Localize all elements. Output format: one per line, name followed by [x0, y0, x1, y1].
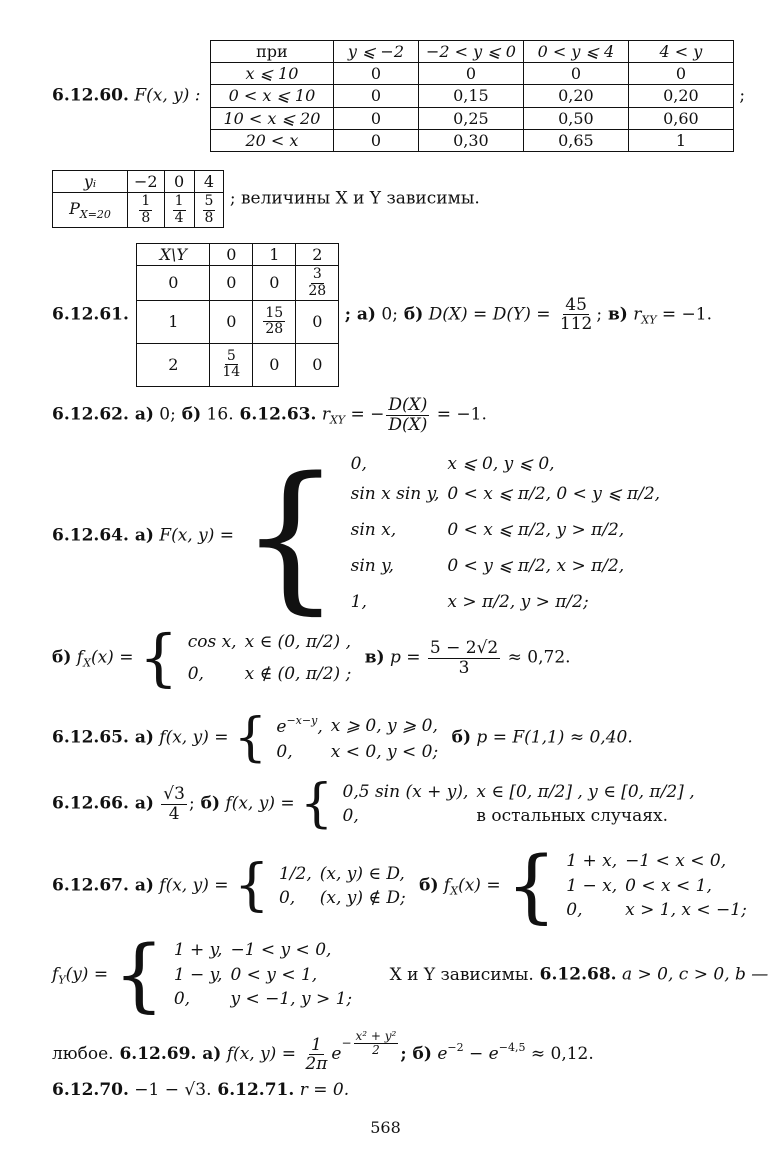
part-a-label: а): [196, 1044, 222, 1065]
fraction: [139, 194, 152, 226]
answer-label: 6.12.61.: [52, 304, 129, 325]
left-brace: {: [138, 621, 179, 694]
fraction: [203, 194, 216, 226]
table-cell: 0,50: [523, 107, 628, 129]
denominator: 2: [372, 1043, 380, 1058]
punctuation: ;: [739, 85, 746, 106]
numerator: √3: [163, 783, 185, 804]
table-cell: 0: [137, 266, 210, 301]
fraction: [428, 639, 500, 677]
marginal-symbol: f: [438, 875, 451, 896]
function-arg: (x) =: [90, 647, 134, 668]
numerator: 1: [174, 193, 184, 210]
table-row: [210, 85, 733, 107]
answer-label: 6.12.71.: [211, 1080, 295, 1100]
answer-label: 6.12.65.: [52, 727, 129, 748]
case-condition: 0 < x ⩽ π/2, 0 < y ⩽ π/2,: [447, 484, 661, 505]
denominator: 14: [222, 364, 241, 381]
answer-label: 6.12.62.: [52, 404, 129, 425]
answer-6-12-69: [52, 1030, 594, 1074]
subscript: XY: [641, 313, 657, 327]
answer-label: 6.12.66.: [52, 793, 129, 814]
table-cell: [53, 193, 128, 228]
case-expression: sin x sin y,: [350, 484, 440, 505]
left-brace: {: [113, 928, 165, 1021]
correlation-symbol: r: [316, 404, 330, 425]
table-cell: 0 < x ⩽ 10: [210, 85, 333, 107]
part-b-label: б): [451, 727, 471, 748]
table-cell: 1: [628, 129, 733, 151]
table-cell: 2: [296, 244, 339, 266]
answer-6-12-64-b-c: [52, 621, 571, 694]
answer-label: 6.12.67.: [52, 875, 129, 896]
joint-distribution-table: [136, 243, 339, 387]
punctuation: ;: [596, 304, 603, 325]
part-a-label: а): [128, 793, 154, 814]
table-cell: 0: [333, 107, 418, 129]
part-b-label: б): [52, 647, 72, 668]
answer-label: 6.12.64.: [52, 525, 129, 546]
subscript: Y: [58, 973, 66, 987]
case-expression: 1,: [350, 592, 367, 613]
part-c-result: = −1.: [656, 304, 712, 325]
table-cell: [164, 193, 194, 228]
result: ≈ 0,12.: [525, 1044, 594, 1065]
denominator: D(X): [388, 414, 428, 435]
table-cell: 0: [253, 343, 296, 386]
case-expression: 0,: [278, 888, 296, 908]
piecewise-cases: [279, 862, 414, 911]
table-cell: X\Y: [137, 244, 210, 266]
marginal-symbol: f: [52, 964, 59, 985]
answer-text: −1 − √3.: [128, 1080, 212, 1100]
case-condition: x > π/2, y > π/2;: [447, 592, 589, 613]
table-cell: 0,25: [418, 107, 523, 129]
part-a-label: а): [128, 525, 154, 546]
part-b-text: D(X) = D(Y) =: [423, 304, 551, 325]
page-number: 568: [370, 1118, 401, 1137]
case-expression: $e^{-x-y}$,: [276, 714, 323, 738]
fraction: [173, 194, 186, 226]
case-expression: 0,: [350, 454, 367, 474]
case-expression: 0,: [276, 741, 293, 762]
continuation-text: любое.: [52, 1044, 114, 1065]
answer-label: 6.12.63.: [233, 404, 317, 425]
case-condition: (x, y) ∉ D;: [319, 888, 406, 908]
answer-label: 6.12.69.: [113, 1044, 197, 1065]
part-a-label: ; а): [344, 304, 376, 325]
table-cell: 1: [253, 244, 296, 266]
result: = −1.: [431, 404, 487, 425]
case-condition: x ⩾ 0, y ⩾ 0,: [330, 715, 438, 736]
marginal-symbol: f: [71, 647, 84, 668]
fraction: [220, 349, 242, 381]
table-cell: 0: [210, 244, 253, 266]
case-condition: 0 < y ⩽ π/2, x > π/2,: [447, 556, 625, 577]
table-cell: 0,20: [628, 85, 733, 107]
punctuation: ;: [188, 793, 195, 814]
fraction: [386, 396, 429, 434]
subscript: X: [450, 884, 459, 898]
case-condition: −1 < x < 0,: [625, 851, 727, 872]
part-a-label: а): [128, 875, 154, 896]
equals-sign: = −: [345, 404, 385, 425]
exp-base: e: [431, 1044, 448, 1065]
table-row: [210, 129, 733, 151]
table-cell: yᵢ: [53, 171, 128, 193]
answer-6-12-70-71: [52, 1080, 349, 1100]
function-lhs: f(x, y) =: [220, 793, 295, 814]
denominator: 8: [141, 209, 151, 226]
case-expression: cos x,: [187, 631, 237, 652]
answer-label: 6.12.70.: [52, 1080, 129, 1100]
part-b-label: б): [419, 875, 439, 896]
answer-6-12-67-fy: [52, 928, 769, 1021]
table-cell: 1: [137, 300, 210, 343]
table-cell: [194, 193, 224, 228]
case-expression: 1 − x,: [566, 875, 618, 896]
denominator: 2π: [305, 1054, 328, 1075]
table-cell: 0,15: [418, 85, 523, 107]
numerator: 1: [141, 193, 151, 210]
part-b-label: б): [397, 304, 424, 325]
table-cell: 0: [296, 300, 339, 343]
exponent: −4,5: [498, 1041, 526, 1055]
piecewise-cases: [188, 626, 360, 690]
piecewise-cases: [566, 849, 755, 922]
fraction: [263, 306, 285, 338]
part-a-text: 0;: [153, 404, 176, 425]
table-cell: 0,60: [628, 107, 733, 129]
conditional-distribution-table: [52, 170, 224, 228]
piecewise-cases: [276, 712, 446, 764]
answer-6-12-62-63: [52, 396, 487, 434]
denominator: 4: [174, 209, 184, 226]
table-cell: 0: [210, 300, 253, 343]
table-cell: 4: [194, 171, 224, 193]
table-cell: [210, 343, 253, 386]
answer-6-12-67: [52, 839, 755, 932]
piecewise-cases: [343, 780, 703, 829]
table-cell: [253, 300, 296, 343]
function-lhs: F(x, y) =: [153, 525, 235, 546]
table-cell: 0: [210, 266, 253, 301]
fraction: [354, 1030, 399, 1057]
denominator: 28: [265, 321, 284, 338]
dependence-note: ; величины X и Y зависимы.: [229, 188, 480, 209]
table-cell: 4 < y: [628, 41, 733, 63]
part-b-text: 16.: [201, 404, 234, 425]
part-b-label: б): [194, 793, 220, 814]
case-expression: 1 + y,: [173, 940, 223, 961]
table-cell: 0: [253, 266, 296, 301]
case-expression: sin x,: [350, 520, 397, 541]
answer-label: 6.12.68.: [533, 964, 617, 985]
numerator: x² + y²: [355, 1029, 397, 1043]
case-condition: y < −1, y > 1;: [230, 989, 353, 1010]
table-cell: 0: [164, 171, 194, 193]
table-cell: 0 < y ⩽ 4: [523, 41, 628, 63]
case-condition: x ⩽ 0, y ⩽ 0,: [447, 454, 555, 474]
table-cell: 20 < x: [210, 129, 333, 151]
function-lhs: f(x, y) =: [153, 727, 229, 748]
left-brace: {: [505, 839, 557, 932]
exp-base: − e: [463, 1044, 499, 1065]
denominator: 3: [458, 657, 470, 678]
fraction: [306, 267, 328, 299]
exponent: − $\frac{\text{x² + y²}}{2}$: [341, 1029, 397, 1058]
case-expression: 1/2,: [278, 863, 312, 884]
case-expression: 0,: [566, 900, 583, 921]
case-condition: 0 < y < 1,: [230, 964, 318, 985]
result: ≈ 0,72.: [502, 647, 571, 668]
case-condition: в остальных случаях.: [476, 806, 668, 826]
table-cell: 0: [333, 85, 418, 107]
table-row: [210, 107, 733, 129]
part-b-text: p = F(1,1) ≈ 0,40.: [471, 727, 633, 748]
numerator: D(X): [388, 395, 428, 415]
table-cell: −2 < y ⩽ 0: [418, 41, 523, 63]
prob-subscript: X=20: [79, 207, 111, 221]
case-expression: 0,: [187, 663, 204, 684]
table-cell: 0,20: [523, 85, 628, 107]
left-brace: {: [300, 774, 334, 834]
case-condition: −1 < y < 0,: [230, 940, 332, 961]
answer-6-12-60: [52, 40, 745, 152]
table-cell: 2: [137, 343, 210, 386]
left-brace: {: [233, 708, 267, 768]
table-cell: при: [210, 41, 333, 63]
case-condition: 0 < x ⩽ π/2, y > π/2,: [447, 520, 625, 541]
table-cell: [128, 193, 165, 228]
case-condition: x ∈ [0, π/2] , y ∈ [0, π/2] ,: [476, 781, 695, 802]
case-condition: x ∉ (0, π/2) ;: [244, 663, 352, 684]
answer-text: r = 0.: [294, 1080, 350, 1100]
exp-base: e: [276, 717, 287, 738]
table-cell: −2: [128, 171, 165, 193]
part-b-label: ; б): [400, 1044, 432, 1065]
fraction: [303, 1036, 329, 1074]
table-row: [210, 63, 733, 85]
case-expression: sin y,: [350, 556, 394, 577]
prob-symbol: P: [69, 198, 80, 218]
answer-6-12-64: [52, 442, 668, 630]
answer-6-12-66: [52, 774, 703, 834]
function-arg: (y) =: [65, 964, 109, 985]
function-lhs: F(x, y) :: [134, 85, 201, 106]
answer-text: a > 0, c > 0, b —: [616, 964, 769, 985]
numerator: 5 − 2√2: [429, 637, 499, 658]
piecewise-cases: [351, 452, 668, 620]
case-condition: x > 1, x < −1;: [625, 900, 747, 921]
case-condition: (x, y) ∈ D,: [319, 863, 405, 884]
case-expression: 1 − y,: [173, 964, 223, 985]
table-cell: 0: [296, 343, 339, 386]
function-lhs: f(x, y) =: [153, 875, 229, 896]
denominator: 28: [308, 282, 327, 299]
numerator: 1: [310, 1034, 322, 1055]
case-expression: 1 + x,: [566, 851, 618, 872]
denominator: 8: [204, 209, 214, 226]
left-brace: {: [239, 442, 342, 630]
table-cell: x ⩽ 10: [210, 63, 333, 85]
subscript: X: [83, 656, 91, 670]
conditional-distribution-line: [52, 170, 480, 228]
table-cell: 0: [418, 63, 523, 85]
dependence-note: X и Y зависимы.: [389, 964, 534, 985]
part-c-label: в): [602, 304, 628, 325]
numerator: 5: [204, 193, 214, 210]
exponent: −x−y: [286, 714, 318, 728]
part-b-label: б): [175, 404, 202, 425]
part-c-text: p =: [384, 647, 421, 668]
denominator: 112: [559, 314, 593, 335]
denominator: 4: [168, 803, 180, 824]
table-cell: 0: [333, 63, 418, 85]
case-condition: 0 < x < 1,: [625, 875, 712, 896]
exp-base: e: [331, 1044, 342, 1065]
case-expression: 0,5 sin (x + y),: [342, 781, 469, 802]
answer-6-12-61: [52, 243, 712, 387]
part-a-label: а): [128, 404, 154, 425]
exponent: −2: [447, 1041, 464, 1055]
part-a-text: 0;: [375, 304, 398, 325]
table-cell: 0,30: [418, 129, 523, 151]
fraction: [558, 296, 594, 334]
numerator: 45: [565, 294, 587, 315]
table-cell: 0,65: [523, 129, 628, 151]
part-a-label: а): [128, 727, 154, 748]
table-cell: [296, 266, 339, 301]
table-cell: y ⩽ −2: [333, 41, 418, 63]
case-condition: x ∈ (0, π/2) ,: [244, 631, 351, 652]
case-expression: 0,: [173, 989, 191, 1010]
subscript: XY: [329, 413, 346, 427]
function-arg: (x) =: [458, 875, 501, 896]
part-c-text: r: [627, 304, 642, 325]
left-brace: {: [233, 853, 270, 918]
part-c-label: в): [364, 647, 385, 668]
table-cell: 0: [523, 63, 628, 85]
distribution-function-table: [210, 40, 734, 152]
numerator: 5: [226, 348, 236, 365]
piecewise-cases: [174, 938, 360, 1011]
numerator: 15: [265, 305, 284, 322]
table-row: [210, 41, 733, 63]
answer-label: 6.12.60.: [52, 85, 129, 106]
table-cell: 0: [333, 129, 418, 151]
function-lhs: f(x, y) =: [221, 1044, 296, 1065]
answer-6-12-65: [52, 708, 633, 768]
fraction: [161, 785, 187, 823]
case-condition: x < 0, y < 0;: [330, 741, 439, 762]
case-expression: 0,: [342, 806, 359, 826]
table-cell: 10 < x ⩽ 20: [210, 107, 333, 129]
numerator: 3: [312, 266, 322, 283]
table-cell: 0: [628, 63, 733, 85]
